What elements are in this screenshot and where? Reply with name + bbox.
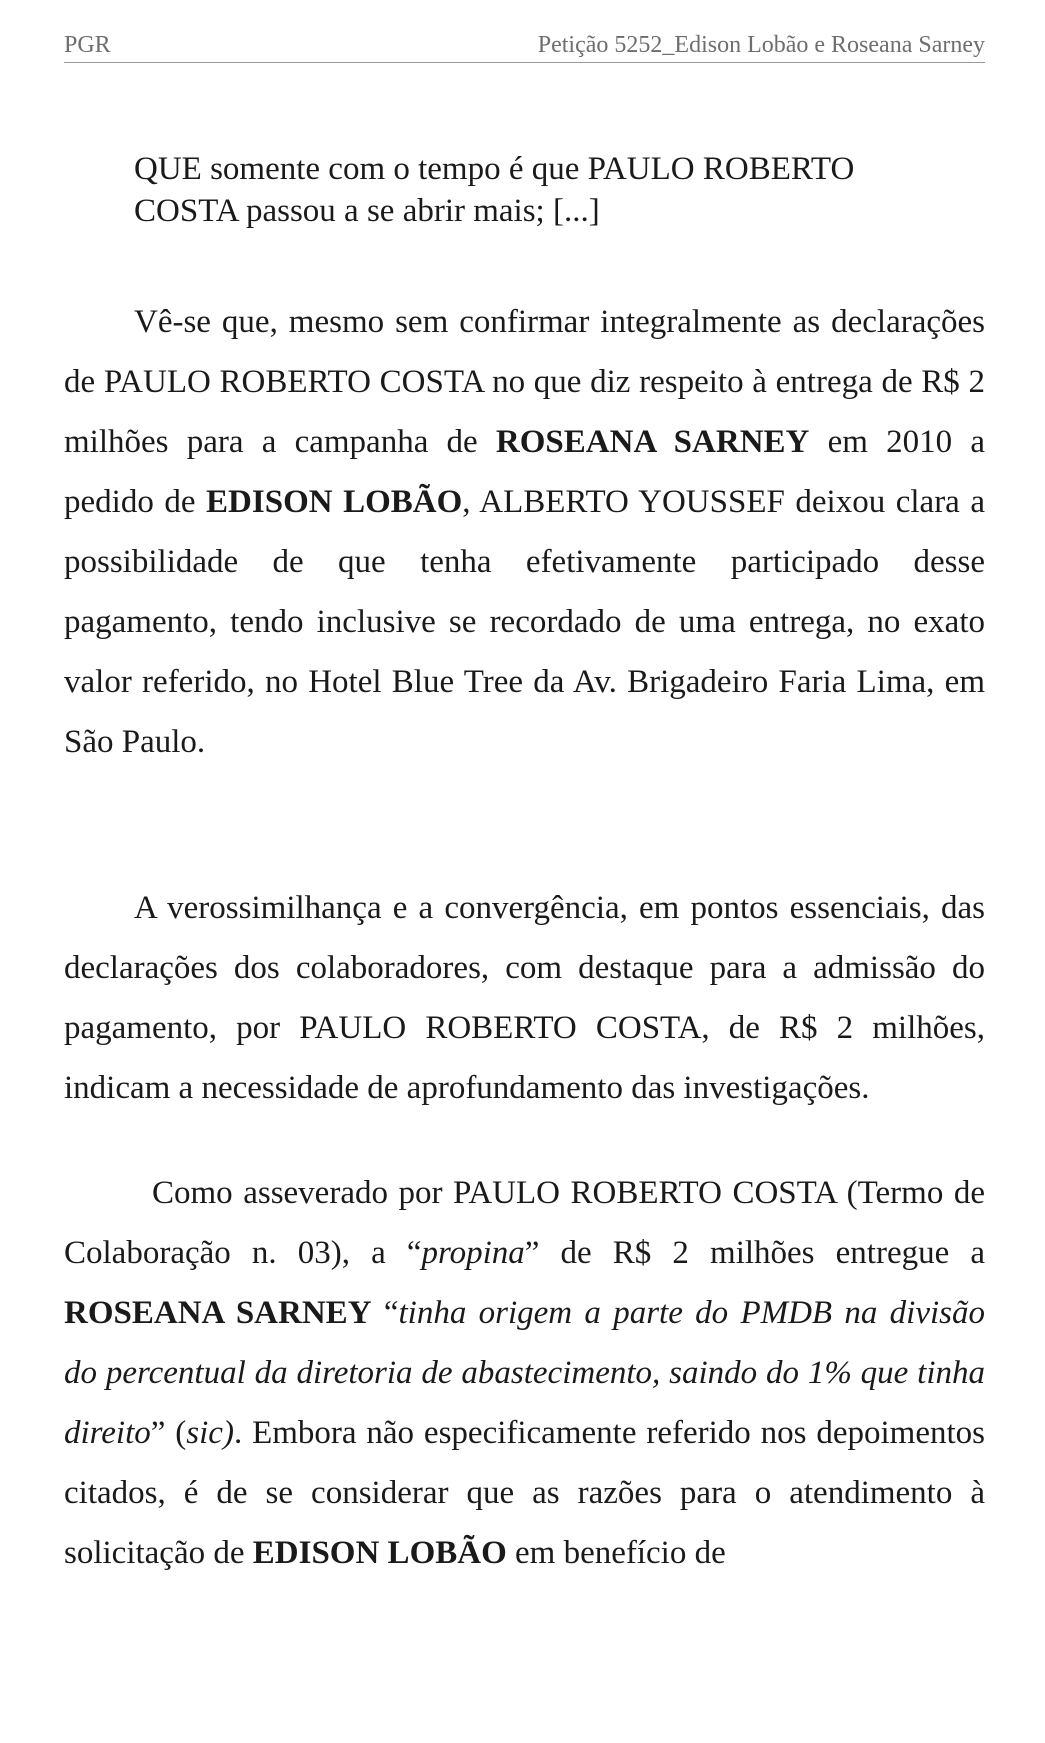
- p3-text: ” (: [150, 1415, 187, 1451]
- p3-text: Como asseverado por PAULO ROBERTO COSTA (Termo de Colaboração n. 03), a “: [64, 1175, 985, 1271]
- p3-text: ” de R$ 2 milhões entregue a: [524, 1235, 985, 1271]
- p1-text: , ALBERTO YOUSSEF deixou clara a possibilidade de que tenha efetivamente participado desse pagamento, tendo inclusive se recordado de uma entrega, no exato valor referido, no Hotel Blue Tree da Av. Brigadeiro Faria Lima, em São Paulo.: [64, 484, 985, 760]
- paragraph-1: [64, 292, 985, 772]
- p1-text: em 2010 a pedido de: [64, 424, 985, 520]
- p1-text: Vê-se que, mesmo sem confirmar integralmente as declarações de PAULO ROBERTO COSTA no que diz respeito à entrega de R$ 2 milhões para a campanha de: [64, 304, 985, 460]
- page-header: [64, 28, 985, 63]
- paragraph-2: [64, 878, 985, 1118]
- header-org: PGR: [64, 32, 111, 58]
- p3-italic: sic): [186, 1415, 234, 1451]
- p2-text: A verossimilhança e a convergência, em pontos essenciais, das declarações dos colaboradores, com destaque para a admissão do pagamento, por PAULO ROBERTO COSTA, de R$ 2 milhões, indicam a necessidade de aprofundamento das investigações.: [64, 890, 985, 1106]
- quote-block: [134, 148, 954, 232]
- quote-line: QUE somente com o tempo é que PAULO ROBERTO: [134, 151, 855, 187]
- quote-line: COSTA passou a se abrir mais; [...]: [134, 193, 600, 229]
- p3-italic-quote: tinha origem a parte do PMDB na divisão do percentual da diretoria de abastecimento, saindo do 1% que tinha direito: [64, 1295, 985, 1451]
- p1-bold-name: EDISON LOBÃO: [206, 484, 463, 520]
- p3-bold-name: EDISON LOBÃO: [252, 1535, 507, 1571]
- paragraph-3: [64, 1163, 985, 1583]
- p3-text: . Embora não especificamente referido nos depoimentos citados, é de se considerar que as razões para o atendimento à solicitação de: [64, 1415, 985, 1571]
- p3-bold-name: ROSEANA SARNEY: [64, 1295, 372, 1331]
- p3-italic: propina: [421, 1235, 525, 1271]
- p1-bold-name: ROSEANA SARNEY: [495, 424, 810, 460]
- p3-text: em benefício de: [506, 1535, 726, 1571]
- p3-text: “: [371, 1295, 399, 1331]
- header-case-title: Petição 5252_Edison Lobão e Roseana Sarney: [537, 32, 985, 58]
